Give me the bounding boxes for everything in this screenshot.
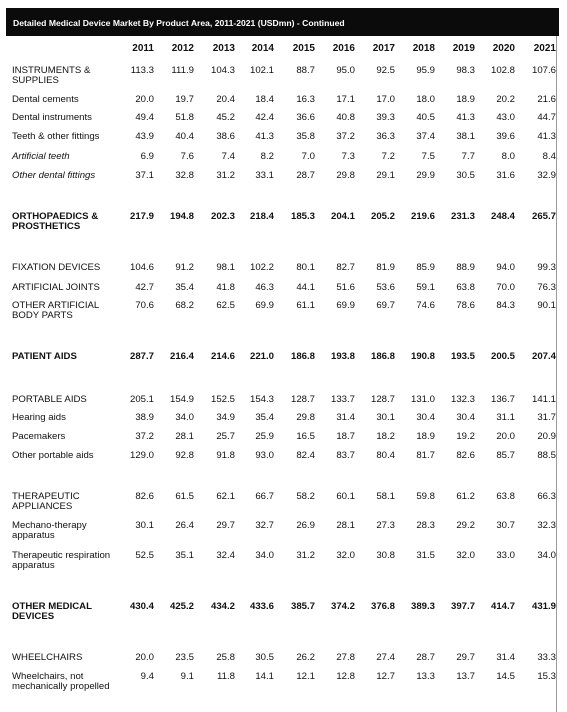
row-label: ARTIFICIAL JOINTS bbox=[12, 282, 100, 293]
value-cell: 7.6 bbox=[180, 151, 194, 162]
value-cell: 31.4 bbox=[336, 412, 355, 423]
value-cell: 44.1 bbox=[296, 282, 315, 293]
value-cell: 113.3 bbox=[130, 65, 154, 76]
value-cell: 102.2 bbox=[249, 262, 274, 273]
value-cell: 205.1 bbox=[129, 394, 154, 405]
value-cell: 29.7 bbox=[456, 652, 475, 663]
value-cell: 29.2 bbox=[456, 520, 475, 531]
value-cell: 82.6 bbox=[456, 450, 475, 461]
value-cell: 128.7 bbox=[290, 394, 315, 405]
value-cell: 88.5 bbox=[537, 450, 556, 461]
value-cell: 92.8 bbox=[175, 450, 194, 461]
value-cell: 13.3 bbox=[416, 671, 435, 682]
value-cell: 41.8 bbox=[216, 282, 235, 293]
value-cell: 93.0 bbox=[255, 450, 274, 461]
value-cell: 51.6 bbox=[336, 282, 355, 293]
value-cell: 45.2 bbox=[216, 112, 235, 123]
value-cell: 70.0 bbox=[496, 282, 515, 293]
value-cell: 141.1 bbox=[531, 394, 556, 405]
value-cell: 31.1 bbox=[496, 412, 515, 423]
value-cell: 185.3 bbox=[290, 211, 315, 222]
value-cell: 248.4 bbox=[490, 211, 515, 222]
value-cell: 43.9 bbox=[135, 131, 154, 142]
value-cell: 25.8 bbox=[216, 652, 235, 663]
value-cell: 18.9 bbox=[456, 94, 475, 105]
value-cell: 91.2 bbox=[175, 262, 194, 273]
value-cell: 90.1 bbox=[537, 300, 556, 311]
value-cell: 231.3 bbox=[450, 211, 475, 222]
value-cell: 219.6 bbox=[410, 211, 435, 222]
value-cell: 8.2 bbox=[260, 151, 274, 162]
value-cell: 217.9 bbox=[129, 211, 154, 222]
value-cell: 35.4 bbox=[255, 412, 274, 423]
value-cell: 28.1 bbox=[336, 520, 355, 531]
value-cell: 26.9 bbox=[296, 520, 315, 531]
value-cell: 20.0 bbox=[135, 652, 154, 663]
value-cell: 216.4 bbox=[169, 351, 194, 362]
value-cell: 83.7 bbox=[336, 450, 355, 461]
value-cell: 40.8 bbox=[336, 112, 355, 123]
value-cell: 29.7 bbox=[216, 520, 235, 531]
row-label: OTHER MEDICAL DEVICES bbox=[12, 601, 92, 622]
value-cell: 30.1 bbox=[376, 412, 395, 423]
value-cell: 20.0 bbox=[135, 94, 154, 105]
value-cell: 62.5 bbox=[216, 300, 235, 311]
value-cell: 51.8 bbox=[175, 112, 194, 123]
value-cell: 69.9 bbox=[336, 300, 355, 311]
year-header: 2013 bbox=[212, 43, 235, 54]
value-cell: 29.9 bbox=[416, 170, 435, 181]
value-cell: 31.5 bbox=[416, 550, 435, 561]
value-cell: 12.8 bbox=[336, 671, 355, 682]
value-cell: 18.4 bbox=[255, 94, 274, 105]
row-label: THERAPEUTIC APPLIANCES bbox=[12, 491, 80, 512]
value-cell: 433.6 bbox=[249, 601, 274, 612]
value-cell: 37.1 bbox=[135, 170, 154, 181]
value-cell: 193.5 bbox=[450, 351, 475, 362]
year-header: 2014 bbox=[251, 43, 274, 54]
value-cell: 186.8 bbox=[370, 351, 395, 362]
row-label: FIXATION DEVICES bbox=[12, 262, 101, 273]
value-cell: 80.4 bbox=[376, 450, 395, 461]
value-cell: 31.2 bbox=[216, 170, 235, 181]
value-cell: 129.0 bbox=[129, 450, 154, 461]
value-cell: 14.1 bbox=[255, 671, 274, 682]
value-cell: 30.4 bbox=[416, 412, 435, 423]
value-cell: 81.7 bbox=[416, 450, 435, 461]
value-cell: 111.9 bbox=[171, 65, 194, 76]
value-cell: 107.6 bbox=[531, 65, 556, 76]
value-cell: 38.1 bbox=[456, 131, 475, 142]
value-cell: 31.7 bbox=[537, 412, 556, 423]
value-cell: 33.1 bbox=[255, 170, 274, 181]
value-cell: 36.6 bbox=[296, 112, 315, 123]
value-cell: 17.1 bbox=[336, 94, 355, 105]
value-cell: 81.9 bbox=[376, 262, 395, 273]
value-cell: 104.3 bbox=[210, 65, 235, 76]
value-cell: 20.9 bbox=[537, 431, 556, 442]
value-cell: 46.3 bbox=[255, 282, 274, 293]
value-cell: 9.4 bbox=[140, 671, 154, 682]
value-cell: 7.0 bbox=[301, 151, 315, 162]
value-cell: 58.1 bbox=[376, 491, 395, 502]
value-cell: 23.5 bbox=[175, 652, 194, 663]
value-cell: 39.3 bbox=[376, 112, 395, 123]
value-cell: 28.1 bbox=[175, 431, 194, 442]
value-cell: 38.9 bbox=[135, 412, 154, 423]
value-cell: 43.0 bbox=[496, 112, 515, 123]
row-label: Therapeutic respiration apparatus bbox=[12, 550, 111, 571]
value-cell: 61.5 bbox=[175, 491, 194, 502]
value-cell: 7.2 bbox=[381, 151, 395, 162]
value-cell: 63.8 bbox=[456, 282, 475, 293]
value-cell: 18.2 bbox=[376, 431, 395, 442]
value-cell: 128.7 bbox=[370, 394, 395, 405]
right-border-line bbox=[556, 36, 557, 712]
value-cell: 78.6 bbox=[456, 300, 475, 311]
value-cell: 62.1 bbox=[216, 491, 235, 502]
value-cell: 28.7 bbox=[416, 652, 435, 663]
year-header: 2020 bbox=[492, 43, 515, 54]
value-cell: 287.7 bbox=[129, 351, 154, 362]
value-cell: 26.2 bbox=[296, 652, 315, 663]
value-cell: 31.4 bbox=[496, 652, 515, 663]
value-cell: 95.0 bbox=[336, 65, 355, 76]
value-cell: 44.7 bbox=[537, 112, 556, 123]
value-cell: 32.0 bbox=[456, 550, 475, 561]
year-header: 2015 bbox=[292, 43, 315, 54]
value-cell: 34.0 bbox=[175, 412, 194, 423]
value-cell: 20.2 bbox=[496, 94, 515, 105]
value-cell: 152.5 bbox=[210, 394, 235, 405]
value-cell: 430.4 bbox=[129, 601, 154, 612]
row-label: PORTABLE AIDS bbox=[12, 394, 87, 405]
value-cell: 34.9 bbox=[216, 412, 235, 423]
value-cell: 30.5 bbox=[255, 652, 274, 663]
table-title-bar bbox=[6, 8, 559, 36]
value-cell: 205.2 bbox=[370, 211, 395, 222]
value-cell: 431.9 bbox=[531, 601, 556, 612]
value-cell: 16.5 bbox=[296, 431, 315, 442]
value-cell: 35.4 bbox=[175, 282, 194, 293]
value-cell: 221.0 bbox=[249, 351, 274, 362]
year-header: 2011 bbox=[132, 43, 154, 54]
value-cell: 34.0 bbox=[537, 550, 556, 561]
year-header: 2016 bbox=[332, 43, 355, 54]
row-label: PATIENT AIDS bbox=[12, 351, 77, 362]
value-cell: 61.1 bbox=[296, 300, 315, 311]
value-cell: 32.7 bbox=[255, 520, 274, 531]
value-cell: 66.7 bbox=[255, 491, 274, 502]
value-cell: 37.2 bbox=[336, 131, 355, 142]
value-cell: 68.2 bbox=[175, 300, 194, 311]
value-cell: 88.7 bbox=[296, 65, 315, 76]
value-cell: 18.9 bbox=[416, 431, 435, 442]
value-cell: 136.7 bbox=[490, 394, 515, 405]
value-cell: 32.9 bbox=[537, 170, 556, 181]
value-cell: 41.3 bbox=[255, 131, 274, 142]
row-label: ORTHOPAEDICS & PROSTHETICS bbox=[12, 211, 99, 232]
value-cell: 7.4 bbox=[221, 151, 235, 162]
value-cell: 37.4 bbox=[416, 131, 435, 142]
value-cell: 74.6 bbox=[416, 300, 435, 311]
value-cell: 8.4 bbox=[542, 151, 556, 162]
value-cell: 98.3 bbox=[456, 65, 475, 76]
row-label: Pacemakers bbox=[12, 431, 66, 442]
value-cell: 76.3 bbox=[537, 282, 556, 293]
value-cell: 12.7 bbox=[376, 671, 395, 682]
value-cell: 38.6 bbox=[216, 131, 235, 142]
value-cell: 32.8 bbox=[175, 170, 194, 181]
value-cell: 88.9 bbox=[456, 262, 475, 273]
value-cell: 40.5 bbox=[416, 112, 435, 123]
row-label: Dental cements bbox=[12, 94, 79, 105]
value-cell: 61.2 bbox=[456, 491, 475, 502]
value-cell: 194.8 bbox=[169, 211, 194, 222]
value-cell: 35.1 bbox=[175, 550, 194, 561]
row-label: Artificial teeth bbox=[12, 151, 70, 162]
value-cell: 99.3 bbox=[537, 262, 556, 273]
value-cell: 29.8 bbox=[336, 170, 355, 181]
value-cell: 32.4 bbox=[216, 550, 235, 561]
value-cell: 25.9 bbox=[255, 431, 274, 442]
value-cell: 59.1 bbox=[416, 282, 435, 293]
value-cell: 30.8 bbox=[376, 550, 395, 561]
value-cell: 28.7 bbox=[296, 170, 315, 181]
value-cell: 26.4 bbox=[175, 520, 194, 531]
value-cell: 133.7 bbox=[330, 394, 355, 405]
value-cell: 85.9 bbox=[416, 262, 435, 273]
value-cell: 21.6 bbox=[537, 94, 556, 105]
value-cell: 66.3 bbox=[537, 491, 556, 502]
value-cell: 30.5 bbox=[456, 170, 475, 181]
value-cell: 94.0 bbox=[496, 262, 515, 273]
value-cell: 186.8 bbox=[290, 351, 315, 362]
value-cell: 25.7 bbox=[216, 431, 235, 442]
row-label: Hearing aids bbox=[12, 412, 66, 423]
value-cell: 207.4 bbox=[531, 351, 556, 362]
value-cell: 132.3 bbox=[450, 394, 475, 405]
row-label: Other portable aids bbox=[12, 450, 94, 461]
value-cell: 29.1 bbox=[376, 170, 395, 181]
row-label: Mechano-therapy apparatus bbox=[12, 520, 87, 541]
value-cell: 15.3 bbox=[537, 671, 556, 682]
value-cell: 414.7 bbox=[490, 601, 515, 612]
value-cell: 33.0 bbox=[496, 550, 515, 561]
value-cell: 37.2 bbox=[135, 431, 154, 442]
value-cell: 19.2 bbox=[456, 431, 475, 442]
value-cell: 385.7 bbox=[290, 601, 315, 612]
value-cell: 69.9 bbox=[255, 300, 274, 311]
value-cell: 42.7 bbox=[135, 282, 154, 293]
value-cell: 98.1 bbox=[216, 262, 235, 273]
value-cell: 218.4 bbox=[249, 211, 274, 222]
value-cell: 60.1 bbox=[336, 491, 355, 502]
value-cell: 7.3 bbox=[341, 151, 355, 162]
value-cell: 84.3 bbox=[496, 300, 515, 311]
value-cell: 16.3 bbox=[296, 94, 315, 105]
value-cell: 58.2 bbox=[296, 491, 315, 502]
value-cell: 13.7 bbox=[456, 671, 475, 682]
value-cell: 69.7 bbox=[376, 300, 395, 311]
value-cell: 214.6 bbox=[210, 351, 235, 362]
row-label: Teeth & other fittings bbox=[12, 131, 100, 142]
value-cell: 7.7 bbox=[461, 151, 475, 162]
value-cell: 9.1 bbox=[180, 671, 194, 682]
value-cell: 34.0 bbox=[255, 550, 274, 561]
value-cell: 154.3 bbox=[249, 394, 274, 405]
value-cell: 20.0 bbox=[496, 431, 515, 442]
value-cell: 17.0 bbox=[376, 94, 395, 105]
value-cell: 102.1 bbox=[249, 65, 274, 76]
year-header: 2019 bbox=[452, 43, 475, 54]
value-cell: 59.8 bbox=[416, 491, 435, 502]
value-cell: 104.6 bbox=[129, 262, 154, 273]
value-cell: 80.1 bbox=[296, 262, 315, 273]
value-cell: 425.2 bbox=[169, 601, 194, 612]
value-cell: 8.0 bbox=[501, 151, 515, 162]
value-cell: 39.6 bbox=[496, 131, 515, 142]
row-label: Other dental fittings bbox=[12, 170, 96, 181]
row-label: Dental instruments bbox=[12, 112, 92, 123]
value-cell: 40.4 bbox=[175, 131, 194, 142]
value-cell: 30.4 bbox=[456, 412, 475, 423]
value-cell: 376.8 bbox=[370, 601, 395, 612]
value-cell: 14.5 bbox=[496, 671, 515, 682]
year-header: 2018 bbox=[412, 43, 435, 54]
value-cell: 27.4 bbox=[376, 652, 395, 663]
value-cell: 33.3 bbox=[537, 652, 556, 663]
value-cell: 30.7 bbox=[496, 520, 515, 531]
value-cell: 82.6 bbox=[135, 491, 154, 502]
row-label: Wheelchairs, not mechanically propelled bbox=[12, 671, 110, 692]
value-cell: 20.4 bbox=[216, 94, 235, 105]
value-cell: 32.0 bbox=[336, 550, 355, 561]
value-cell: 265.7 bbox=[531, 211, 556, 222]
value-cell: 28.3 bbox=[416, 520, 435, 531]
row-label: INSTRUMENTS & SUPPLIES bbox=[12, 65, 91, 86]
value-cell: 18.0 bbox=[416, 94, 435, 105]
value-cell: 82.7 bbox=[336, 262, 355, 273]
row-label: WHEELCHAIRS bbox=[12, 652, 83, 663]
value-cell: 204.1 bbox=[330, 211, 355, 222]
value-cell: 12.1 bbox=[296, 671, 315, 682]
value-cell: 397.7 bbox=[450, 601, 475, 612]
value-cell: 102.8 bbox=[490, 65, 515, 76]
value-cell: 42.4 bbox=[255, 112, 274, 123]
value-cell: 95.9 bbox=[416, 65, 435, 76]
value-cell: 389.3 bbox=[410, 601, 435, 612]
value-cell: 30.1 bbox=[135, 520, 154, 531]
year-header: 2017 bbox=[372, 43, 395, 54]
value-cell: 374.2 bbox=[330, 601, 355, 612]
year-header: 2021 bbox=[533, 43, 556, 54]
value-cell: 29.8 bbox=[296, 412, 315, 423]
value-cell: 35.8 bbox=[296, 131, 315, 142]
value-cell: 19.7 bbox=[175, 94, 194, 105]
value-cell: 82.4 bbox=[296, 450, 315, 461]
value-cell: 190.8 bbox=[410, 351, 435, 362]
value-cell: 85.7 bbox=[496, 450, 515, 461]
year-header: 2012 bbox=[171, 43, 194, 54]
value-cell: 131.0 bbox=[410, 394, 435, 405]
value-cell: 18.7 bbox=[336, 431, 355, 442]
value-cell: 27.8 bbox=[336, 652, 355, 663]
value-cell: 52.5 bbox=[135, 550, 154, 561]
value-cell: 70.6 bbox=[135, 300, 154, 311]
value-cell: 49.4 bbox=[135, 112, 154, 123]
value-cell: 434.2 bbox=[210, 601, 235, 612]
value-cell: 7.5 bbox=[421, 151, 435, 162]
value-cell: 53.6 bbox=[376, 282, 395, 293]
value-cell: 11.8 bbox=[217, 671, 235, 682]
value-cell: 27.3 bbox=[376, 520, 395, 531]
value-cell: 31.2 bbox=[296, 550, 315, 561]
value-cell: 193.8 bbox=[330, 351, 355, 362]
value-cell: 32.3 bbox=[537, 520, 556, 531]
value-cell: 36.3 bbox=[376, 131, 395, 142]
value-cell: 200.5 bbox=[490, 351, 515, 362]
value-cell: 41.3 bbox=[537, 131, 556, 142]
value-cell: 202.3 bbox=[210, 211, 235, 222]
table-title: Detailed Medical Device Market By Product Area, 2011-2021 (USDmn) - Continued bbox=[13, 18, 345, 28]
value-cell: 154.9 bbox=[169, 394, 194, 405]
value-cell: 63.8 bbox=[496, 491, 515, 502]
value-cell: 31.6 bbox=[496, 170, 515, 181]
value-cell: 92.5 bbox=[376, 65, 395, 76]
row-label: OTHER ARTIFICIAL BODY PARTS bbox=[12, 300, 99, 321]
value-cell: 6.9 bbox=[140, 151, 154, 162]
value-cell: 91.8 bbox=[216, 450, 235, 461]
value-cell: 41.3 bbox=[456, 112, 475, 123]
